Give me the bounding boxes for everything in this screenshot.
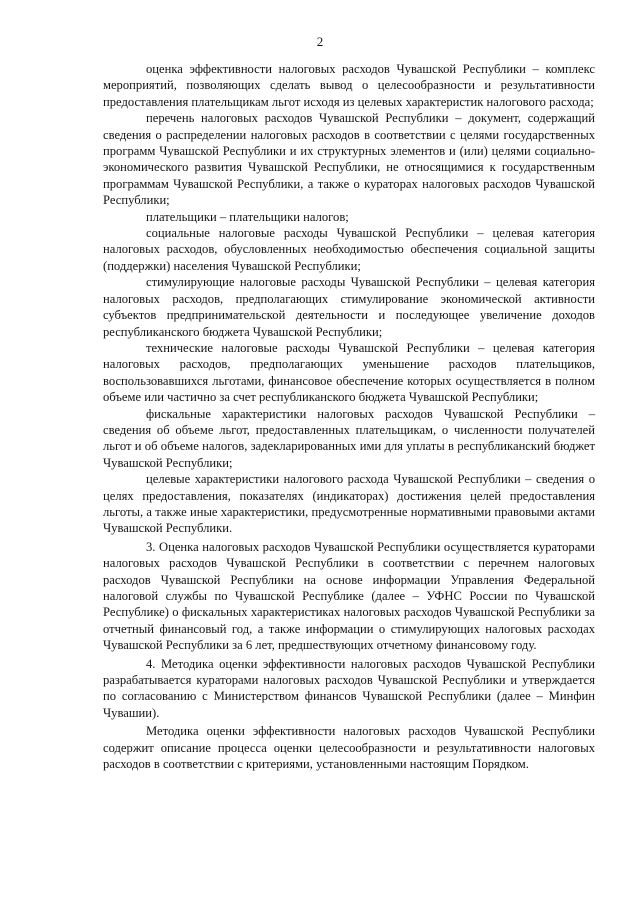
paragraph-tax-expense-list-definition: перечень налоговых расходов Чувашской Республики – документ, содержащий сведения о распределении налоговых расходов в соответствии с целями государственных программ Чувашской Республики и их структурных элементов и (или) целями социально-экономического развития Чувашской Республики, не относящимися к государственным программам Чувашской Республики, а также о кураторах налоговых расходов Чувашской Республики; xyxy=(103,111,595,208)
paragraph-social-tax-expenses-definition: социальные налоговые расходы Чувашской Республики – целевая категория налоговых расходов, обусловленных необходимостью обеспечения социальной защиты (поддержки) населения Чувашской Республики; xyxy=(103,226,595,273)
paragraph-tax-expense-evaluation-definition: оценка эффективности налоговых расходов Чувашской Республики – комплекс мероприятий, позволяющих сделать вывод о целесообразности и результативности предоставления плательщикам льгот исходя из целевых характеристик налогового расхода; xyxy=(103,62,595,109)
paragraph-section-4: 4. Методика оценки эффективности налоговых расходов Чувашской Республики разрабатывается кураторами налоговых расходов Чувашской Республики и утверждается по согласованию с Министерством финансов Чувашской Республики (далее – Минфин Чувашии). xyxy=(103,656,595,720)
paragraph-methodology-content: Методика оценки эффективности налоговых расходов Чувашской Республики содержит описание процесса оценки целесообразности и результативности налоговых расходов в соответствии с критериями, установленными настоящим Порядком. xyxy=(103,724,595,772)
paragraph-technical-tax-expenses-definition: технические налоговые расходы Чувашской Республики – целевая категория налоговых расходов, предполагающих уменьшение расходов плательщиков, воспользовавшихся льготами, финансовое обеспечение которых осуществляется в полном объеме или частично за счет республиканского бюджета Чувашской Республики; xyxy=(103,340,595,405)
paragraph-target-characteristics-definition: целевые характеристики налогового расхода Чувашской Республики – сведения о целях предоставления, показателях (индикаторах) достижения целей предоставления льготы, а также иные характеристики, предусмотренные нормативными правовыми актами Чувашской Республики. xyxy=(103,472,595,536)
paragraph-stimulating-tax-expenses-definition: стимулирующие налоговые расходы Чувашской Республики – целевая категория налоговых расходов, предполагающих стимулирование экономической активности субъектов предпринимательской деятельности и последующее увеличение доходов республиканского бюджета Чувашской Республики; xyxy=(103,275,595,339)
document-body xyxy=(103,61,595,772)
paragraph-section-3: 3. Оценка налоговых расходов Чувашской Республики осуществляется кураторами налоговых расходов Чувашской Республики в соответствии с перечнем налоговых расходов Чувашской Республики на основе информации Управления Федеральной налоговой службы по Чувашской Республике (далее – УФНС России по Чувашской Республике) о фискальных характеристиках налоговых расходов Чувашской Республики за отчетный финансовый год, а также информации о стимулирующих налоговых расходах Чувашской Республики за 6 лет, предшествующих отчетному финансовому году. xyxy=(103,539,595,653)
paragraph-payers-definition: плательщики – плательщики налогов; xyxy=(146,209,349,224)
paragraph-fiscal-characteristics-definition: фискальные характеристики налоговых расходов Чувашской Республики – сведения об объеме льгот, предоставленных плательщикам, о численности получателей льгот и об объеме налогов, задекларированных ими для уплаты в республиканский бюджет Чувашской Республики; xyxy=(103,406,595,470)
page-number: 2 xyxy=(316,34,324,49)
